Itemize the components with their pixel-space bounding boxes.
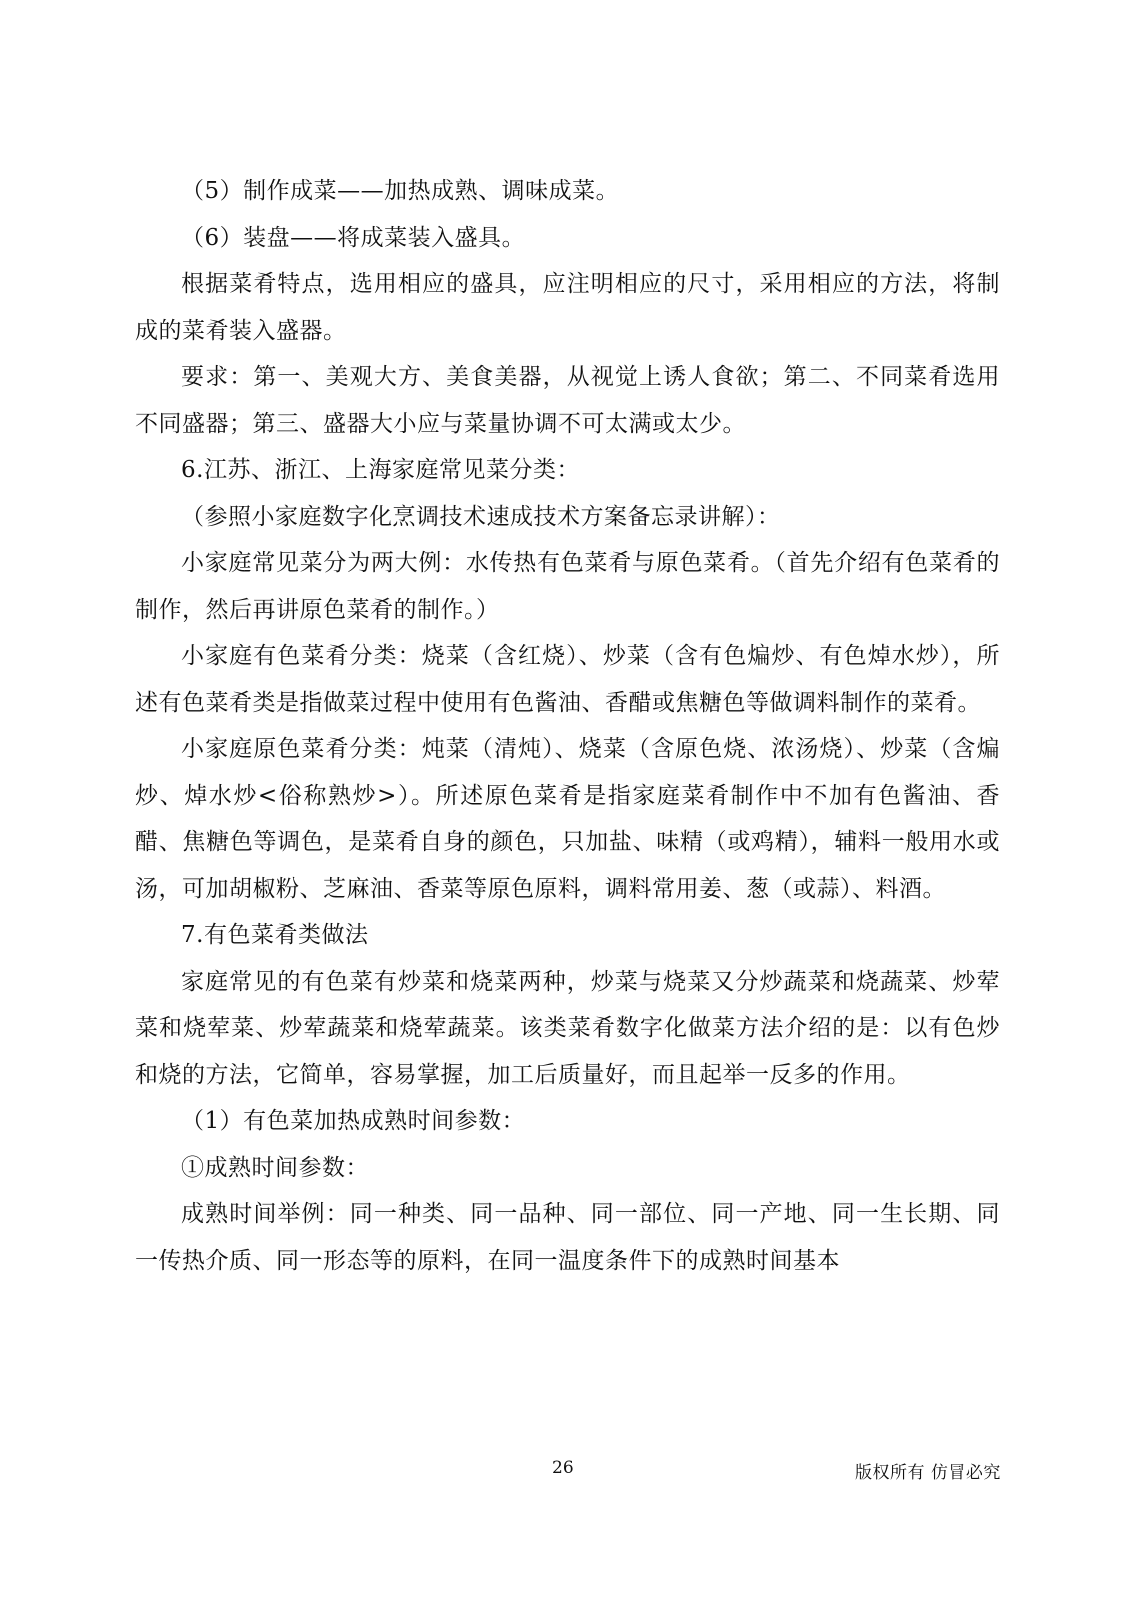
paragraph-colored-methods: 家庭常见的有色菜有炒菜和烧菜两种，炒菜与烧菜又分炒蔬菜和烧蔬菜、炒荤菜和烧荤菜、炒荤蔬菜和烧荤蔬菜。该类菜肴数字化做菜方法介绍的是：以有色炒和烧的方法，它简单，容易掌握，加工后质量好，而且起举一反多的作用。 — [135, 968, 1000, 1088]
subheading-time-parameters: ①成熟时间参数： — [181, 1154, 369, 1181]
body-text — [135, 168, 1000, 1284]
section-heading-6: 6.江苏、浙江、上海家庭常见菜分类： — [181, 457, 580, 483]
paragraph-dish-types: 小家庭常见菜分为两大例：水传热有色菜肴与原色菜肴。（首先介绍有色菜肴的制作，然后再讲原色菜肴的制作。） — [135, 550, 1000, 623]
paragraph-requirements: 要求：第一、美观大方、美食美器，从视觉上诱人食欲；第二、不同菜肴选用不同盛器；第三、盛器大小应与菜量协调不可太满或太少。 — [135, 364, 1000, 437]
paragraph-reference-note: （参照小家庭数字化烹调技术速成技术方案备忘录讲解）： — [181, 503, 781, 530]
paragraph-natural-color-dishes: 小家庭原色菜肴分类：炖菜（清炖）、烧菜（含原色烧、浓汤烧）、炒菜（含煸炒、焯水炒<俗称熟炒>）。所述原色菜肴是指家庭菜肴制作中不加有色酱油、香醋、焦糖色等调色，是菜肴自身的颜色，只加盐、味精（或鸡精），辅料一般用水或汤，可加胡椒粉、芝麻油、香菜等原色原料，调料常用姜、葱（或蒜）、料酒。 — [135, 736, 1000, 902]
subheading-cooking-time: （1）有色菜加热成熟时间参数： — [181, 1108, 526, 1134]
paragraph-step-6: （6）装盘——将成菜装入盛具。 — [181, 224, 526, 251]
paragraph-time-example: 成熟时间举例：同一种类、同一品种、同一部位、同一产地、同一生长期、同一传热介质、同一形态等的原料，在同一温度条件下的成熟时间基本 — [135, 1201, 1000, 1274]
paragraph-step-5: （5）制作成菜——加热成熟、调味成菜。 — [181, 178, 620, 204]
paragraph-colored-dishes: 小家庭有色菜肴分类：烧菜（含红烧）、炒菜（含有色煸炒、有色焯水炒），所述有色菜肴类是指做菜过程中使用有色酱油、香醋或焦糖色等做调料制作的菜肴。 — [135, 643, 1000, 716]
paragraph-plating: 根据菜肴特点，选用相应的盛具，应注明相应的尺寸，采用相应的方法，将制成的菜肴装入盛器。 — [135, 271, 1000, 344]
copyright-notice: 版权所有 仿冒必究 — [855, 1463, 1001, 1483]
page-number: 26 — [552, 1458, 574, 1478]
section-heading-7: 7.有色菜肴类做法 — [181, 922, 369, 948]
